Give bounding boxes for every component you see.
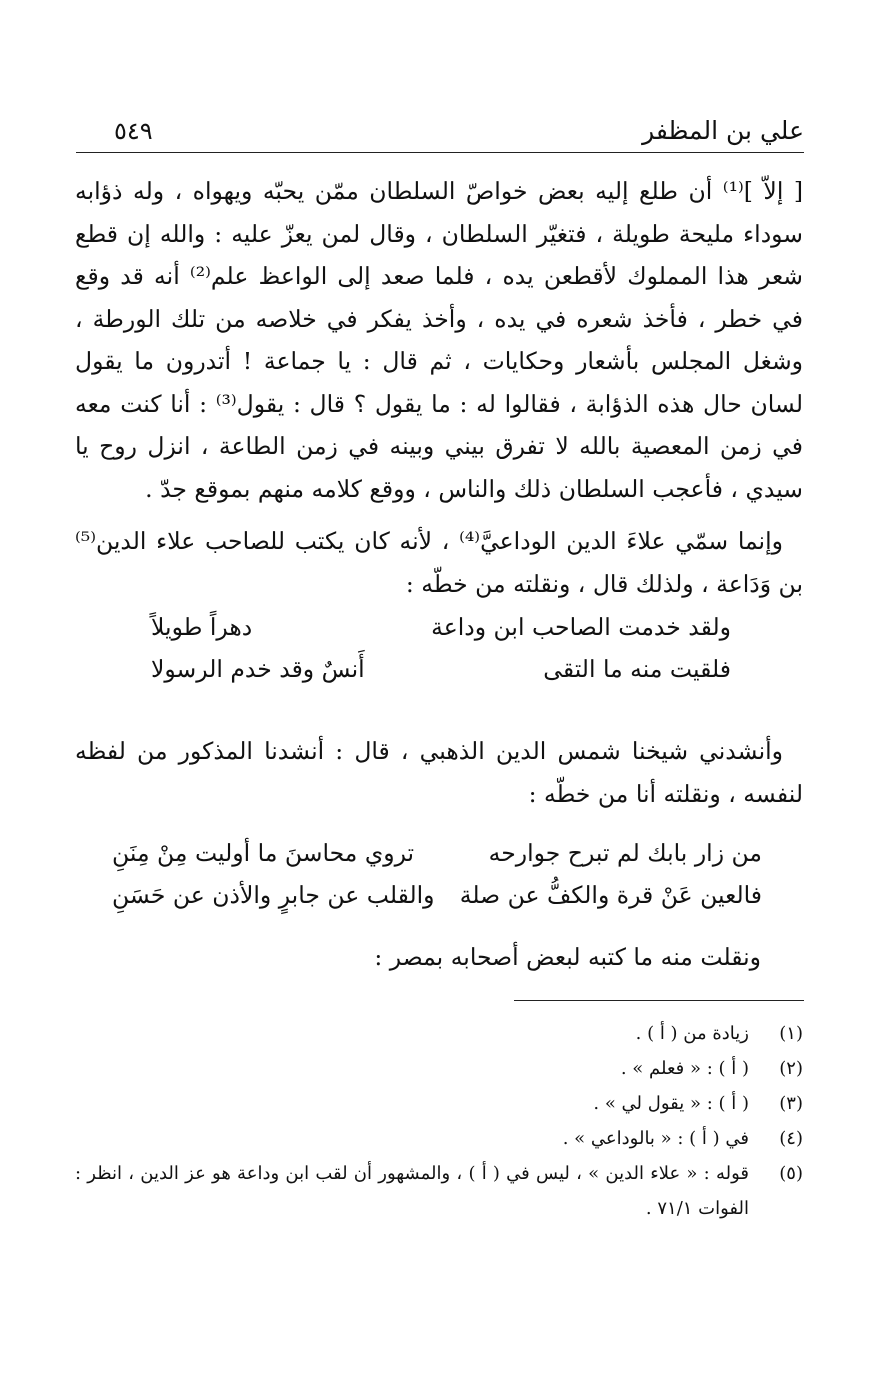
footnote-text: زيادة من ( أ ) . [635,1023,749,1044]
hemistich-second: تروي محاسنَ ما أوليت مِنْ مِنَنِ [112,839,415,867]
poem-2-verse-2 [112,874,762,916]
hemistich-second: أَنسٌ وقد خدم الرسولا [151,655,365,683]
hemistich-second: والقلب عن جابرٍ والأذن عن حَسَنِ [112,881,435,909]
hemistich-first: ولقد خدمت الصاحب ابن وداعة [431,613,731,641]
page-number: ٥٤٩ [114,117,153,145]
hemistich-first: فالعين عَنْ قرة والكفُّ عن صلة [459,881,762,909]
footnote-text: ( أ ) : « فعلم » . [620,1058,749,1079]
footnote-number: (٣) [779,1093,803,1114]
poem-2 [112,832,762,916]
paragraph-2: وإنما سمّي علاءَ الدين الوداعيَّ⁽⁴⁾ ، لأنه كان يكتب للصاحب علاء الدين⁽⁵⁾ بن وَدَاعة ، ولذلك قال ، ونقلته من خطّه : [75,527,803,598]
poem-1-verse-2 [151,648,731,690]
paragraph-3: وأنشدني شيخنا شمس الدين الذهبي ، قال : أنشدنا المذكور من لفظه لنفسه ، ونقلته أنا من خطّه : [75,737,803,808]
footnote-number: (٢) [779,1058,803,1079]
footnote-text: ( أ ) : « يقول لي » . [593,1093,749,1114]
hemistich-second: دهراً طويلاً [151,613,253,641]
running-title: علي بن المظفر [642,116,804,145]
main-text [75,170,803,605]
footnote [75,1121,803,1156]
footnote [75,1051,803,1086]
footnote-number: (٥) [779,1163,803,1184]
footnote-number: (١) [779,1023,803,1044]
poem-1 [151,606,731,690]
hemistich-first: من زار بابك لم تبرح جوارحه [488,839,762,867]
footnote [75,1086,803,1121]
hemistich-first: فلقيت منه ما التقى [543,655,731,683]
footnote-number: (٤) [779,1128,803,1149]
paragraph-4: ونقلت منه ما كتبه لبعض أصحابه بمصر : [374,943,761,971]
footnote [75,1156,803,1226]
footnote-divider [514,1000,804,1001]
footnote [75,1016,803,1051]
poem-1-verse-1 [151,606,731,648]
footnote-text: قوله : « علاء الدين » ، ليس في ( أ ) ، والمشهور أن لقب ابن وداعة هو عز الدين ، انظر : الفوات ٧١/١ . [75,1163,749,1219]
poem-2-verse-1 [112,832,762,874]
footnotes [75,1016,803,1226]
page-header [76,112,804,153]
paragraph-1: [ إلاّ ]⁽¹⁾ أن طلع إليه بعض خواصّ السلطان ممّن يحبّه ويهواه ، وله ذؤابه سوداء مليحة طويلة ، فتغيّر السلطان ، وقال لمن يعزّ عليه : والله إن قطع شعر هذا المملوك لأقطعن يده ، فلما صعد إلى الواعظ علم⁽²⁾ أنه قد وقع في خطر ، فأخذ شعره في يده ، وأخذ يفكر في خلاصه من تلك الورطة ، وشغل المجلس بأشعار وحكايات ، ثم قال : يا جماعة ! أتدرون ما يقول لسان حال هذه الذؤابة ، فقالوا له : ما يقول ؟ قال : يقول⁽³⁾ : أنا كنت معه في زمن المعصية بالله لا تفرق بيني وبينه في زمن الطاعة ، انزل روح يا سيدي ، فأعجب السلطان ذلك والناس ، ووقع كلامه منهم بموقع جدّ . [75,177,804,503]
footnote-text: في ( أ ) : « بالوداعي » . [562,1128,749,1149]
